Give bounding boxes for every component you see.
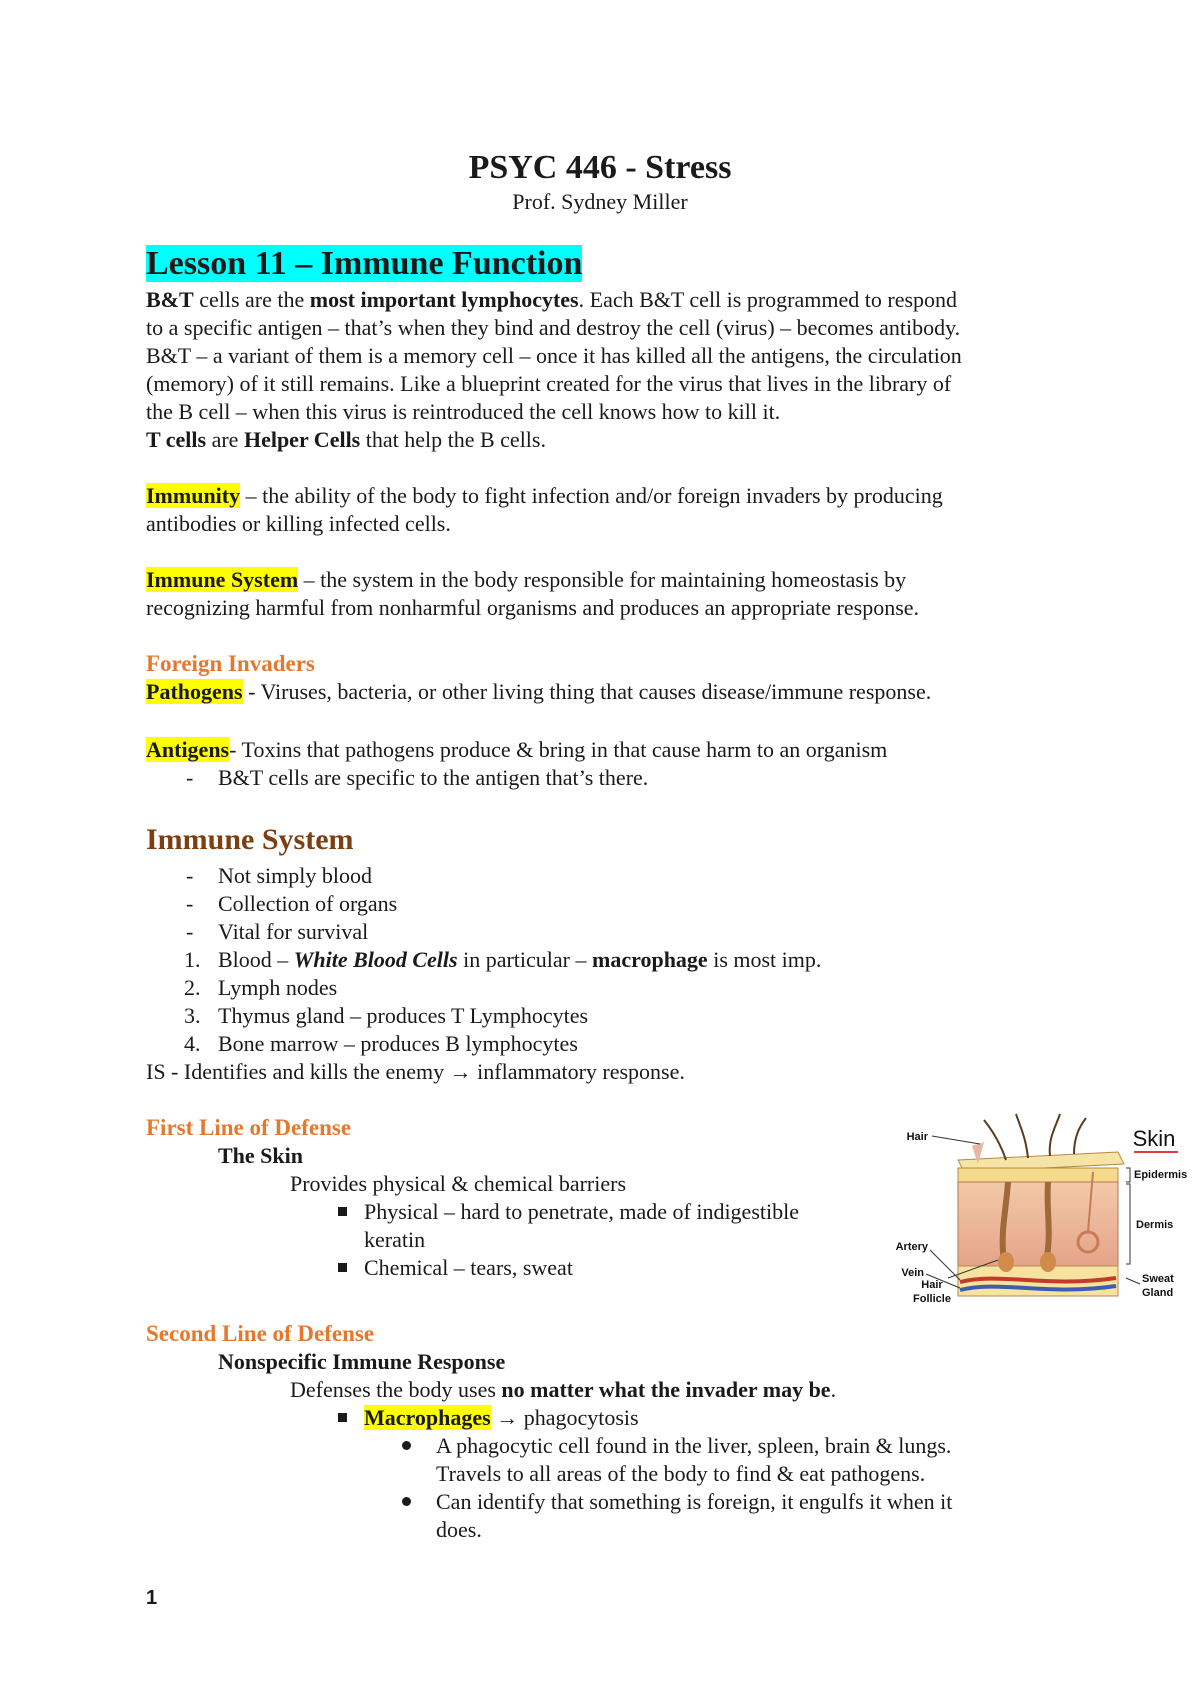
macrophage-detail-2-line-1: Can identify that something is foreign, it engulfs it when it — [436, 1489, 953, 1514]
is-text: inflammatory response. — [471, 1059, 685, 1084]
chemical-barrier: Chemical – tears, sweat — [364, 1255, 573, 1280]
defenses-line — [290, 1376, 836, 1404]
square-bullet-icon — [338, 1413, 347, 1422]
label-hair: Hair — [906, 1131, 928, 1143]
label-vein: Vein — [901, 1267, 924, 1279]
list-number: 4. — [184, 1031, 201, 1056]
lesson-title — [146, 244, 582, 284]
intro-text: cells are the — [193, 287, 310, 312]
skin-description: Provides physical & chemical barriers — [290, 1171, 627, 1196]
intro-line-1 — [146, 286, 957, 314]
label-hair-follicle-2: Follicle — [913, 1293, 951, 1305]
defenses-emphasis: no matter what the invader may be — [501, 1377, 831, 1402]
document-title: PSYC 446 - Stress — [468, 149, 732, 186]
round-bullet-icon — [402, 1441, 411, 1450]
skin-block-illustration — [958, 1114, 1124, 1296]
square-bullet-icon — [338, 1207, 347, 1216]
list-number: 3. — [184, 1003, 201, 1028]
list-item — [218, 946, 821, 974]
bt-term: B&T — [146, 287, 194, 312]
list-dash: - — [186, 919, 194, 944]
lesson-title-text: Lesson 11 – Immune Function — [146, 245, 583, 282]
list-item: Lymph nodes — [218, 975, 338, 1000]
square-bullet-icon — [338, 1263, 347, 1272]
label-sweat-gland-1: Sweat — [1142, 1273, 1174, 1285]
phagocytosis-text: phagocytosis — [518, 1405, 639, 1430]
white-blood-cells-term: White Blood Cells — [293, 947, 458, 972]
list-item: Vital for survival — [218, 919, 369, 944]
is-text: IS - Identifies and kills the enemy — [146, 1059, 450, 1084]
intro-text: are — [206, 427, 244, 452]
round-bullet-icon — [402, 1497, 411, 1506]
macrophage-term: macrophage — [592, 947, 708, 972]
intro-line-6 — [146, 426, 546, 454]
page-number: 1 — [146, 1587, 158, 1609]
right-arrow-icon: → — [449, 1059, 472, 1084]
list-item: Collection of organs — [218, 891, 398, 916]
label-artery: Artery — [895, 1241, 928, 1253]
intro-text: that help the B cells. — [360, 427, 546, 452]
immune-system-def-line-1 — [146, 566, 906, 594]
list-item: Thymus gland – produces T Lymphocytes — [218, 1003, 589, 1028]
second-line-heading: Second Line of Defense — [146, 1321, 375, 1346]
macrophage-detail-1-line-1: A phagocytic cell found in the liver, spleen, brain & lungs. — [436, 1433, 952, 1458]
pathogens-definition: - Viruses, bacteria, or other living thing that causes disease/immune response. — [242, 679, 932, 704]
t-cells-term: T cells — [146, 427, 207, 452]
pathogens-line — [146, 678, 931, 706]
physical-barrier-line-2: keratin — [364, 1227, 426, 1252]
intro-line-5: the B cell – when this virus is reintroduced the cell knows how to kill it. — [146, 399, 781, 424]
right-arrow-icon: → — [496, 1405, 519, 1430]
immune-system-term: Immune System — [146, 567, 299, 592]
list-text: Blood – — [218, 947, 294, 972]
list-text: in particular – — [457, 947, 592, 972]
professor-name: Prof. Sydney Miller — [512, 189, 688, 214]
immunity-line-2: antibodies or killing infected cells. — [146, 511, 451, 536]
list-dash: - — [186, 765, 194, 790]
list-number: 1. — [184, 947, 201, 972]
antigens-term: Antigens — [146, 737, 230, 762]
immunity-definition: – the ability of the body to fight infection and/or foreign invaders by producing — [240, 483, 943, 508]
macrophage-detail-1-line-2: Travels to all areas of the body to find & eat pathogens. — [436, 1461, 926, 1486]
list-dash: - — [186, 891, 194, 916]
is-summary-line — [146, 1058, 685, 1086]
label-hair-follicle-1: Hair — [921, 1279, 943, 1291]
defenses-text: . — [830, 1377, 837, 1402]
label-sweat-gland-2: Gland — [1142, 1287, 1174, 1299]
antigens-definition: - Toxins that pathogens produce & bring in that cause harm to an organism — [229, 737, 888, 762]
defenses-text: Defenses the body uses — [290, 1377, 502, 1402]
intro-line-4: (memory) of it still remains. Like a blueprint created for the virus that lives in the library of — [146, 371, 952, 396]
first-line-heading: First Line of Defense — [146, 1115, 352, 1140]
lymphocytes-term: most important lymphocytes — [309, 287, 579, 312]
intro-text: . Each B&T cell is programmed to respond — [578, 287, 958, 312]
immune-system-heading: Immune System — [146, 823, 354, 856]
pathogens-term: Pathogens — [146, 679, 243, 704]
immune-system-definition: – the system in the body responsible for maintaining homeostasis by — [298, 567, 907, 592]
helper-cells-term: Helper Cells — [243, 427, 361, 452]
label-dermis: Dermis — [1136, 1219, 1174, 1231]
physical-barrier-line-1: Physical – hard to penetrate, made of indigestible — [364, 1199, 799, 1224]
macrophage-detail-2-line-2: does. — [436, 1517, 482, 1542]
foreign-invaders-heading: Foreign Invaders — [146, 651, 315, 676]
macrophages-line — [364, 1404, 639, 1432]
immunity-line-1 — [146, 482, 943, 510]
intro-line-2: to a specific antigen – that’s when they bind and destroy the cell (virus) – becomes antibody. — [146, 315, 961, 340]
antigens-subpoint: B&T cells are specific to the antigen that’s there. — [218, 765, 649, 790]
immune-system-def-line-2: recognizing harmful from nonharmful organisms and produces an appropriate response. — [146, 595, 920, 620]
antigens-line — [146, 736, 887, 764]
label-epidermis: Epidermis — [1134, 1169, 1188, 1181]
skin-figure-title: Skin — [1132, 1126, 1176, 1151]
skin-diagram — [888, 1112, 1188, 1312]
intro-line-3: B&T – a variant of them is a memory cell – once it has killed all the antigens, the circulation — [146, 343, 962, 368]
list-item: Bone marrow – produces B lymphocytes — [218, 1031, 578, 1056]
list-text: is most imp. — [707, 947, 822, 972]
macrophages-term: Macrophages — [364, 1405, 491, 1430]
immunity-term: Immunity — [146, 483, 241, 508]
nonspecific-subheading: Nonspecific Immune Response — [218, 1349, 506, 1374]
list-item: Not simply blood — [218, 863, 373, 888]
skin-subheading: The Skin — [218, 1143, 303, 1168]
list-number: 2. — [184, 975, 201, 1000]
list-dash: - — [186, 863, 194, 888]
